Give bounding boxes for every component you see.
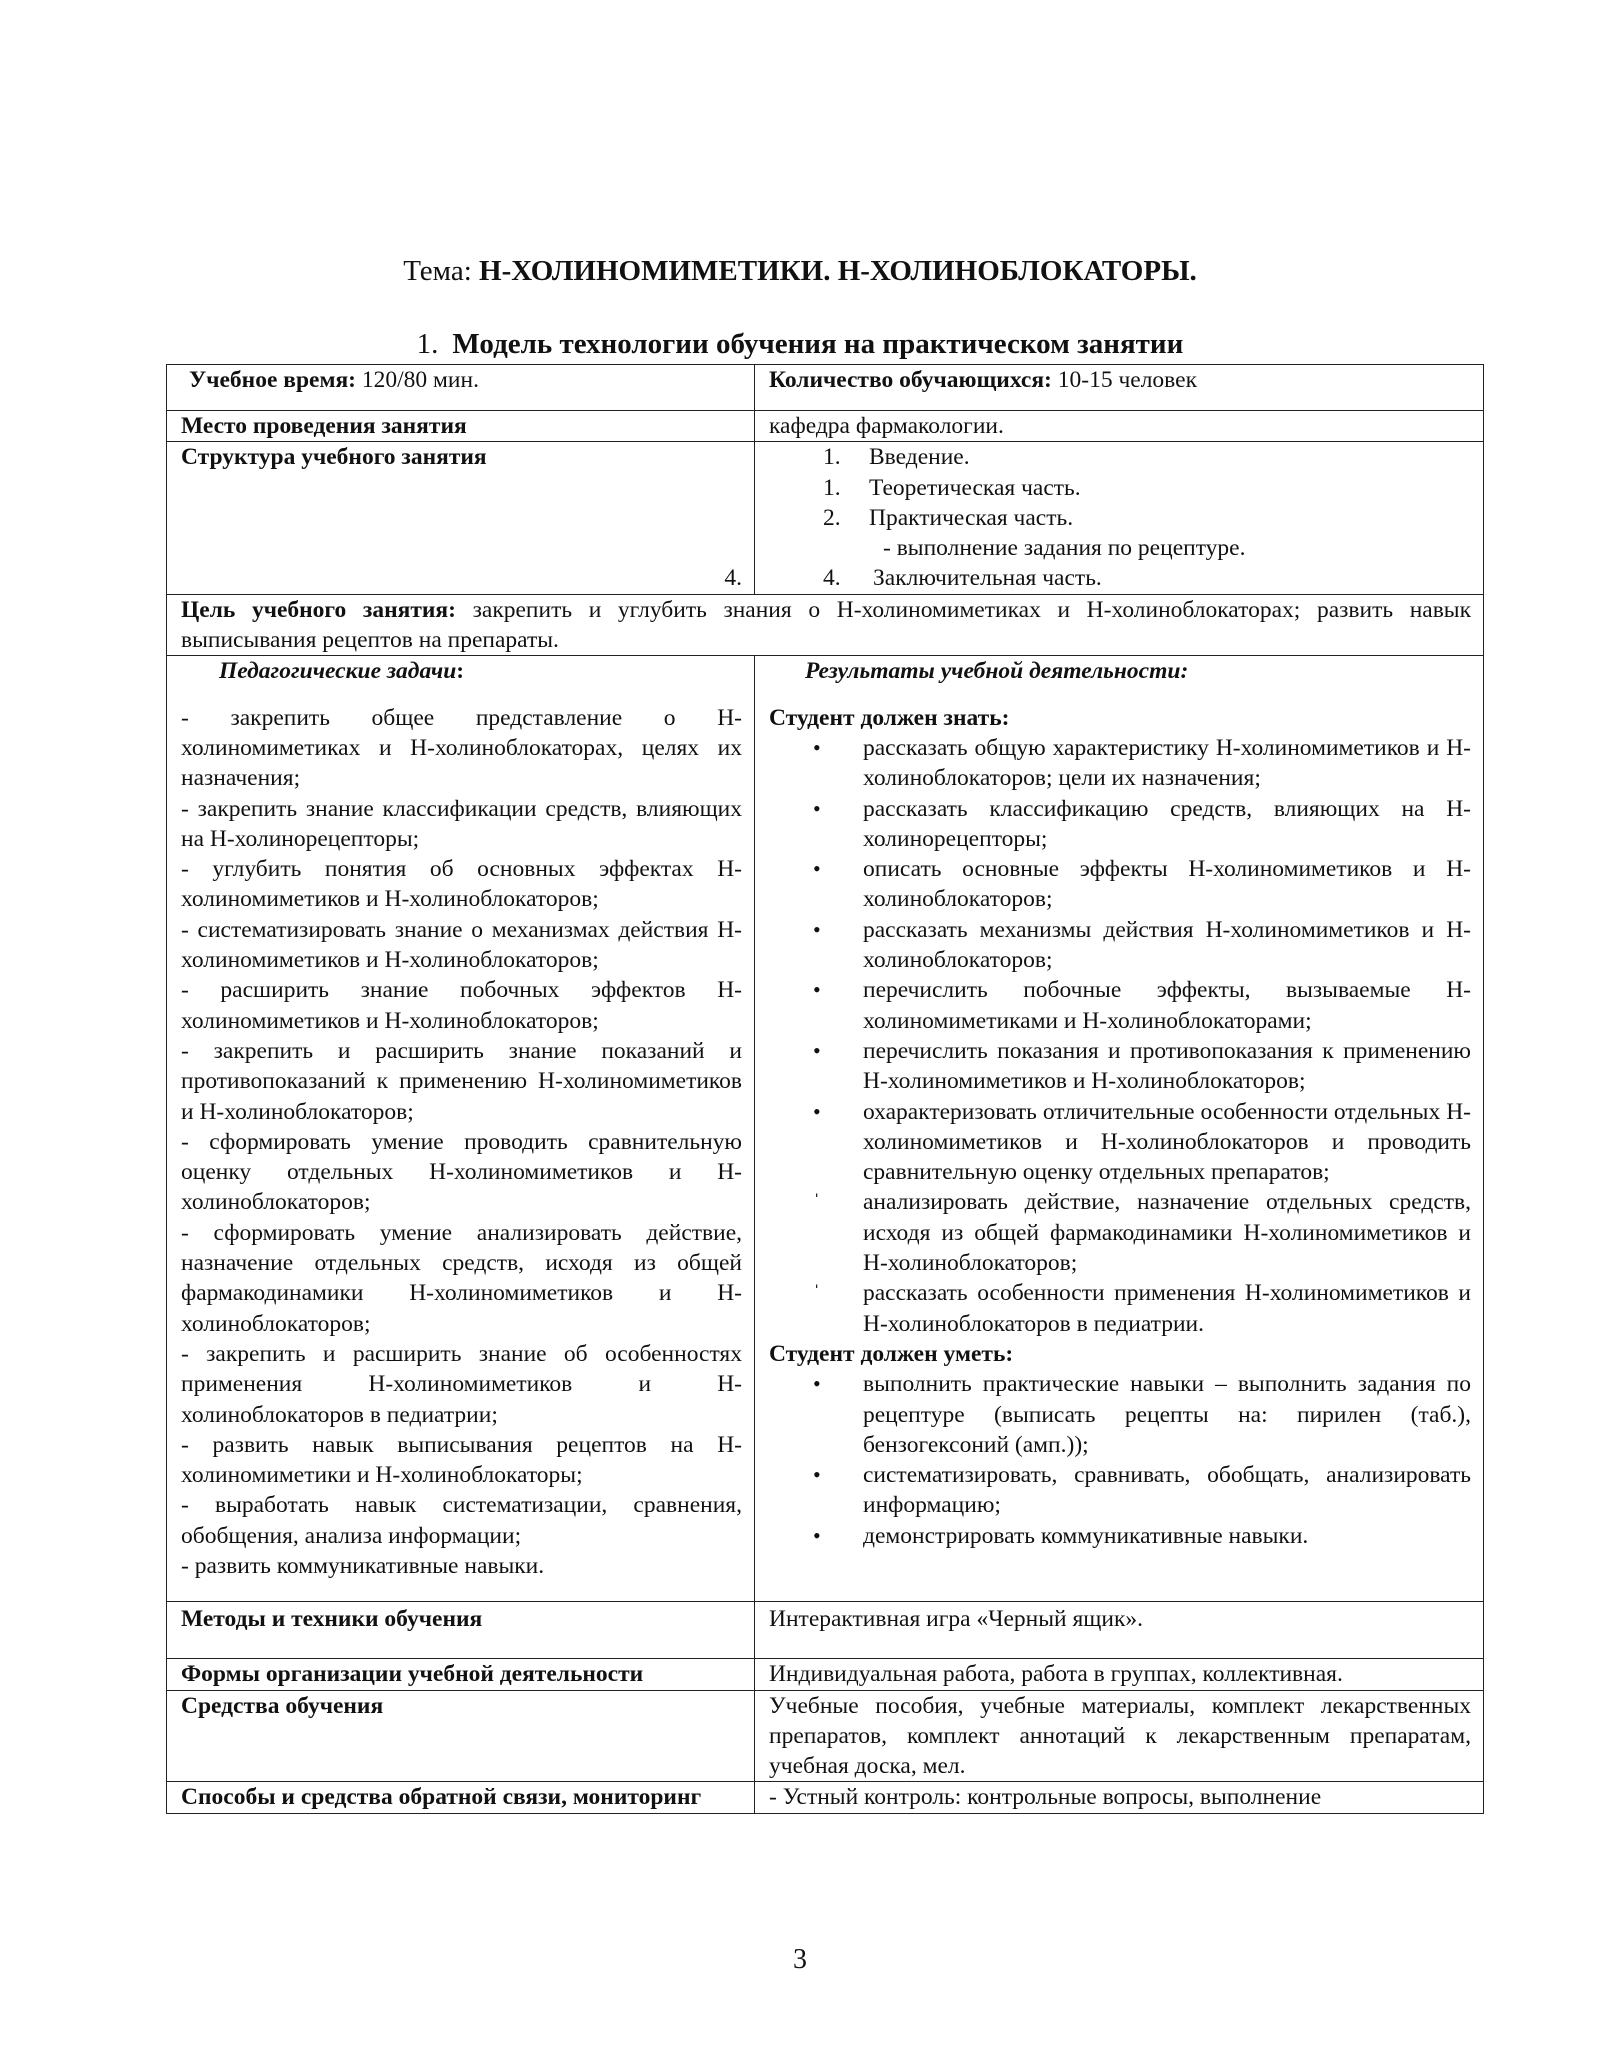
bullet-icon: ˈ — [813, 1189, 821, 1215]
task-item: - развить коммуникативные навыки. — [181, 1552, 545, 1579]
table-row — [167, 442, 1484, 594]
structure-stray-number: 4. — [724, 565, 742, 592]
task-item: - развить навык выписывания рецептов на Н-холиномиметики и Н-холиноблокаторы; — [181, 1431, 742, 1489]
can-item-text: выполнить практические навыки – выполнить задания по рецептуре (выписать рецепты на: пирилен (таб.), бензогексоний (амп.)); — [863, 1371, 1471, 1458]
list-item — [769, 854, 1471, 915]
tasks-cell — [167, 656, 755, 1602]
list-item: 1. Теоретическая часть. — [823, 474, 1081, 501]
task-item: - выработать навык систематизации, сравнения, обобщения, анализа информации; — [181, 1492, 742, 1549]
section-number: 1. — [416, 328, 439, 360]
list-item — [769, 1369, 1471, 1460]
bullet-icon: • — [813, 1098, 821, 1124]
know-item-text: описать основные эффекты Н-холиномиметиков и Н-холиноблокаторов; — [863, 856, 1471, 913]
bullet-icon: • — [813, 977, 821, 1003]
means-value: Учебные пособия, учебные материалы, комплект лекарственных препаратов, комплект аннотаций к лекарственным препаратам, учебная доска, мел. — [755, 1690, 1484, 1782]
know-item-text: рассказать общую характеристику Н-холиномиметиков и Н-холиноблокаторов; цели их назначения; — [863, 734, 1471, 792]
task-item: - сформировать умение проводить сравнительную оценку отдельных Н-холиномиметиков и Н-холиноблокаторов; — [181, 1128, 742, 1216]
task-item: - закрепить общее представление о Н-холиномиметиках и Н-холиноблокаторах, целях их назначения; — [181, 704, 742, 792]
methods-label: Методы и техники обучения — [167, 1602, 755, 1659]
know-item-text: рассказать классификацию средств, влияющих на Н-холинорецепторы; — [863, 795, 1471, 852]
tasks-header: Педагогические задачи: — [219, 658, 465, 685]
place-value: кафедра фармакологии. — [755, 411, 1484, 442]
lesson-model-table — [166, 364, 1484, 1814]
know-list — [769, 733, 1471, 1339]
results-header: Результаты учебной деятельности: — [805, 658, 1189, 685]
structure-list-cell — [755, 442, 1484, 594]
list-item — [769, 915, 1471, 976]
tasks-list — [181, 703, 742, 1582]
know-item-text: перечислить побочные эффекты, вызываемые Н-холиномиметиками и Н-холиноблокаторами; — [863, 977, 1471, 1034]
can-item-text: систематизировать, сравнивать, обобщать, анализировать информацию; — [863, 1462, 1471, 1519]
bullet-icon: • — [813, 916, 821, 942]
place-label: Место проведения занятия — [167, 411, 755, 442]
table-row — [167, 365, 1484, 411]
list-item — [769, 1278, 1471, 1339]
task-item: - систематизировать знание о механизмах действия Н-холиномиметиков и Н-холиноблокаторов; — [181, 916, 742, 974]
structure-label: Структура учебного занятия — [181, 444, 487, 471]
table-row — [167, 656, 1484, 1602]
bullet-icon: ˈ — [813, 1280, 821, 1306]
section-title: Модель технологии обучения на практическом занятии — [452, 328, 1184, 360]
bullet-icon: • — [813, 1371, 821, 1397]
results-cell — [755, 656, 1484, 1602]
bullet-icon: • — [813, 856, 821, 882]
goal-text: закрепить и углубить знания о Н-холиномиметиках и Н-холиноблокаторах; развить навык выписывания рецептов на препараты. — [181, 596, 1472, 654]
structure-list — [769, 442, 1471, 593]
time-cell — [167, 365, 755, 411]
list-item — [769, 1187, 1471, 1278]
list-item: 2. Практическая часть. — [823, 504, 1074, 531]
goal-cell — [167, 594, 1484, 656]
table-row — [167, 1690, 1484, 1782]
methods-value: Интерактивная игра «Черный ящик». — [755, 1602, 1484, 1659]
list-item — [769, 1097, 1471, 1188]
table-row — [167, 1659, 1484, 1690]
can-label: Студент должен уметь: — [769, 1340, 1014, 1367]
task-item: - углубить понятия об основных эффектах Н-холиномиметиков и Н-холиноблокаторов; — [181, 856, 742, 913]
table-row — [167, 1782, 1484, 1813]
list-item — [769, 1521, 1471, 1551]
students-cell — [755, 365, 1484, 411]
students-value: 10-15 человек — [1057, 367, 1197, 393]
bullet-icon: • — [813, 1037, 821, 1063]
know-item-text: охарактеризовать отличительные особенности отдельных Н-холиномиметиков и Н-холиноблокаторов и проводить сравнительную оценку отдельных препаратов; — [863, 1098, 1471, 1186]
know-item-text: рассказать механизмы действия Н-холиномиметиков и Н-холиноблокаторов; — [863, 916, 1471, 974]
forms-value: Индивидуальная работа, работа в группах, коллективная. — [755, 1659, 1484, 1690]
forms-label: Формы организации учебной деятельности — [167, 1659, 755, 1690]
table-row — [167, 411, 1484, 442]
bullet-icon: • — [813, 1522, 821, 1548]
list-item: 1. Введение. — [823, 444, 970, 471]
task-item: - закрепить знание классификации средств, влияющих на Н-холинорецепторы; — [181, 795, 742, 852]
know-label: Студент должен знать: — [769, 704, 1010, 731]
list-item — [769, 1036, 1471, 1097]
list-item — [769, 733, 1471, 794]
topic-line — [0, 255, 1600, 288]
list-item — [769, 975, 1471, 1036]
feedback-label: Способы и средства обратной связи, мониторинг — [167, 1782, 755, 1813]
time-label: Учебное время: — [189, 367, 357, 393]
topic-prefix: Тема: — [403, 255, 472, 287]
goal-label: Цель учебного занятия: — [181, 596, 456, 623]
can-list — [769, 1369, 1471, 1551]
feedback-value: - Устный контроль: контрольные вопросы, выполнение — [755, 1782, 1484, 1813]
task-item: - расширить знание побочных эффектов Н-холиномиметиков и Н-холиноблокаторов; — [181, 977, 742, 1034]
list-item: - выполнение задания по рецептуре. — [883, 535, 1246, 562]
task-item: - сформировать умение анализировать действие, назначение отдельных средств, исходя из общей фармакодинамики Н-холиномиметиков и Н-холиноблокаторов; — [181, 1219, 742, 1337]
bullet-icon: • — [813, 734, 821, 760]
page-number: 3 — [793, 1944, 807, 1975]
task-item: - закрепить и расширить знание об особенностях применения Н-холиномиметиков и Н-холиноблокаторов в педиатрии; — [181, 1340, 742, 1428]
structure-label-cell — [167, 442, 755, 594]
can-item-text: демонстрировать коммуникативные навыки. — [863, 1522, 1309, 1549]
know-item-text: перечислить показания и противопоказания к применению Н-холиномиметиков и Н-холиноблокаторов; — [863, 1037, 1471, 1095]
list-item — [769, 794, 1471, 855]
means-label: Средства обучения — [167, 1690, 755, 1782]
list-item — [769, 1460, 1471, 1521]
time-value: 120/80 мин. — [361, 367, 479, 393]
bullet-icon: • — [813, 795, 821, 821]
know-item-text: рассказать особенности применения Н-холиномиметиков и Н-холиноблокаторов в педиатрии. — [863, 1280, 1471, 1337]
bullet-icon: • — [813, 1462, 821, 1488]
table-row — [167, 1602, 1484, 1659]
topic-title: Н-ХОЛИНОМИМЕТИКИ. Н-ХОЛИНОБЛОКАТОРЫ. — [479, 255, 1197, 287]
list-item: 4. Заключительная часть. — [823, 565, 1102, 592]
task-item: - закрепить и расширить знание показаний и противопоказаний к применению Н-холиномиметиков и Н-холиноблокаторов; — [181, 1037, 742, 1125]
students-label: Количество обучающихся: — [769, 367, 1052, 393]
section-heading — [0, 328, 1600, 361]
know-item-text: анализировать действие, назначение отдельных средств, исходя из общей фармакодинамики Н-холиномиметиков и Н-холиноблокаторов; — [863, 1189, 1471, 1277]
table-row — [167, 594, 1484, 656]
